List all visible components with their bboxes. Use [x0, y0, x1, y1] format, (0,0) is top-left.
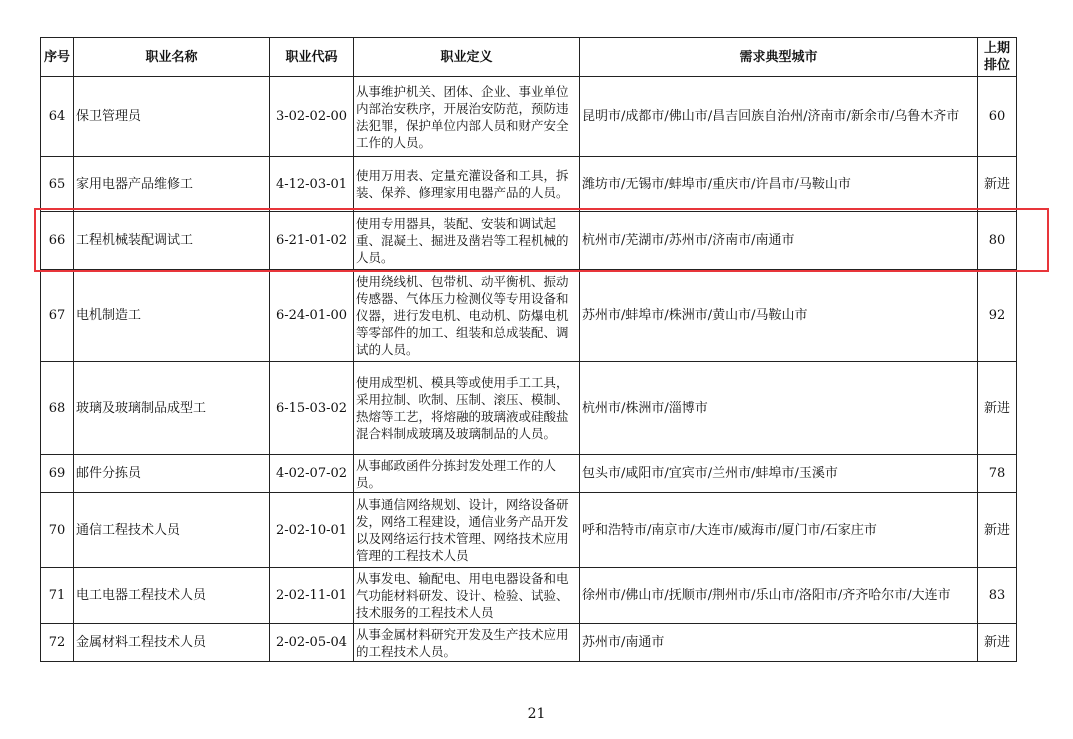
- cell-name: 邮件分拣员: [74, 455, 270, 493]
- cell-code: 3-02-02-00: [270, 77, 354, 157]
- cell-cities: 呼和浩特市/南京市/大连市/威海市/厦门市/石家庄市: [580, 493, 978, 568]
- cell-rank: 新进: [978, 362, 1017, 455]
- header-definition: 职业定义: [354, 38, 580, 77]
- cell-cities: 杭州市/株洲市/淄博市: [580, 362, 978, 455]
- definition-text: 从事邮政函件分拣封发处理工作的人员。: [356, 457, 557, 490]
- table-row: [41, 362, 1017, 455]
- occupation-table: [40, 37, 1017, 662]
- cell-code: 6-21-01-02: [270, 212, 354, 270]
- header-prev-rank: [978, 38, 1017, 77]
- header-code: 职业代码: [270, 38, 354, 77]
- cell-no: 72: [41, 624, 74, 662]
- table-row: [41, 568, 1017, 624]
- cell-definition: [354, 455, 580, 493]
- cell-rank: 83: [978, 568, 1017, 624]
- header-no: 序号: [41, 38, 74, 77]
- cell-rank: 新进: [978, 157, 1017, 212]
- cell-name: 电机制造工: [74, 270, 270, 362]
- table-row: [41, 624, 1017, 662]
- header-cities: 需求典型城市: [580, 38, 978, 77]
- cell-name: 工程机械装配调试工: [74, 212, 270, 270]
- cell-cities: 徐州市/佛山市/抚顺市/荆州市/乐山市/洛阳市/齐齐哈尔市/大连市: [580, 568, 978, 624]
- definition-text: 使用绕线机、包带机、动平衡机、振动传感器、气体压力检测仪等专用设备和仪器，进行发电机、电动机、防爆电机等零部件的加工、组装和总成装配、调试的人员。: [356, 274, 569, 357]
- cell-rank: 78: [978, 455, 1017, 493]
- cell-definition: [354, 493, 580, 568]
- cell-definition: [354, 212, 580, 270]
- definition-text: 从事金属材料研究开发及生产技术应用的工程技术人员。: [356, 626, 569, 659]
- cell-no: 71: [41, 568, 74, 624]
- definition-text: 从事通信网络规划、设计，网络设备研发，网络工程建设，通信业务产品开发以及网络运行技术管理、网络技术应用管理的工程技术人员: [356, 497, 569, 563]
- definition-text: 使用成型机、模具等或使用手工工具，采用拉制、吹制、压制、滚压、模制、热熔等工艺，将熔融的玻璃液或硅酸盐混合料制成玻璃及玻璃制品的人员。: [356, 375, 569, 441]
- cell-rank: 60: [978, 77, 1017, 157]
- cell-rank: 92: [978, 270, 1017, 362]
- cell-code: 4-02-07-02: [270, 455, 354, 493]
- cell-cities: 包头市/咸阳市/宜宾市/兰州市/蚌埠市/玉溪市: [580, 455, 978, 493]
- table-row: [41, 455, 1017, 493]
- cell-definition: [354, 362, 580, 455]
- cell-code: 6-15-03-02: [270, 362, 354, 455]
- cell-cities: 苏州市/蚌埠市/株洲市/黄山市/马鞍山市: [580, 270, 978, 362]
- cell-definition: [354, 157, 580, 212]
- cell-no: 69: [41, 455, 74, 493]
- cell-definition: [354, 77, 580, 157]
- cell-no: 70: [41, 493, 74, 568]
- cell-name: 玻璃及玻璃制品成型工: [74, 362, 270, 455]
- cell-no: 64: [41, 77, 74, 157]
- cell-code: 2-02-11-01: [270, 568, 354, 624]
- cell-no: 66: [41, 212, 74, 270]
- definition-text: 从事发电、输配电、用电电器设备和电气功能材料研发、设计、检验、试验、技术服务的工程技术人员: [356, 571, 569, 620]
- table-row: [41, 77, 1017, 157]
- header-name: 职业名称: [74, 38, 270, 77]
- cell-name: 家用电器产品维修工: [74, 157, 270, 212]
- cell-rank: 80: [978, 212, 1017, 270]
- cell-name: 金属材料工程技术人员: [74, 624, 270, 662]
- cell-code: 2-02-05-04: [270, 624, 354, 662]
- table-row: [41, 270, 1017, 362]
- cell-name: 电工电器工程技术人员: [74, 568, 270, 624]
- cell-definition: [354, 624, 580, 662]
- cell-cities: 苏州市/南通市: [580, 624, 978, 662]
- cell-code: 4-12-03-01: [270, 157, 354, 212]
- cell-definition: [354, 270, 580, 362]
- definition-text: 从事维护机关、团体、企业、事业单位内部治安秩序，开展治安防范，预防违法犯罪，保护单位内部人员和财产安全工作的人员。: [356, 83, 569, 150]
- cell-rank: 新进: [978, 624, 1017, 662]
- table-header-row: [41, 38, 1017, 77]
- cell-cities: 昆明市/成都市/佛山市/昌吉回族自治州/济南市/新余市/乌鲁木齐市: [580, 77, 978, 157]
- page-number: 21: [527, 706, 546, 722]
- cell-name: 保卫管理员: [74, 77, 270, 157]
- cell-no: 67: [41, 270, 74, 362]
- cell-cities: 潍坊市/无锡市/蚌埠市/重庆市/许昌市/马鞍山市: [580, 157, 978, 212]
- cell-code: 2-02-10-01: [270, 493, 354, 568]
- cell-no: 68: [41, 362, 74, 455]
- table-row: [41, 212, 1017, 270]
- cell-rank: 新进: [978, 493, 1017, 568]
- definition-text: 使用万用表、定量充灌设备和工具，拆装、保养、修理家用电器产品的人员。: [356, 168, 569, 200]
- cell-cities: 杭州市/芜湖市/苏州市/济南市/南通市: [580, 212, 978, 270]
- header-prev-rank-line1: 上期: [983, 41, 1010, 56]
- cell-no: 65: [41, 157, 74, 212]
- definition-text: 使用专用器具，装配、安装和调试起重、混凝土、掘进及凿岩等工程机械的人员。: [356, 216, 569, 265]
- cell-code: 6-24-01-00: [270, 270, 354, 362]
- table-row: [41, 493, 1017, 568]
- cell-definition: [354, 568, 580, 624]
- cell-name: 通信工程技术人员: [74, 493, 270, 568]
- table-row: [41, 157, 1017, 212]
- header-prev-rank-line2: 排位: [983, 58, 1010, 73]
